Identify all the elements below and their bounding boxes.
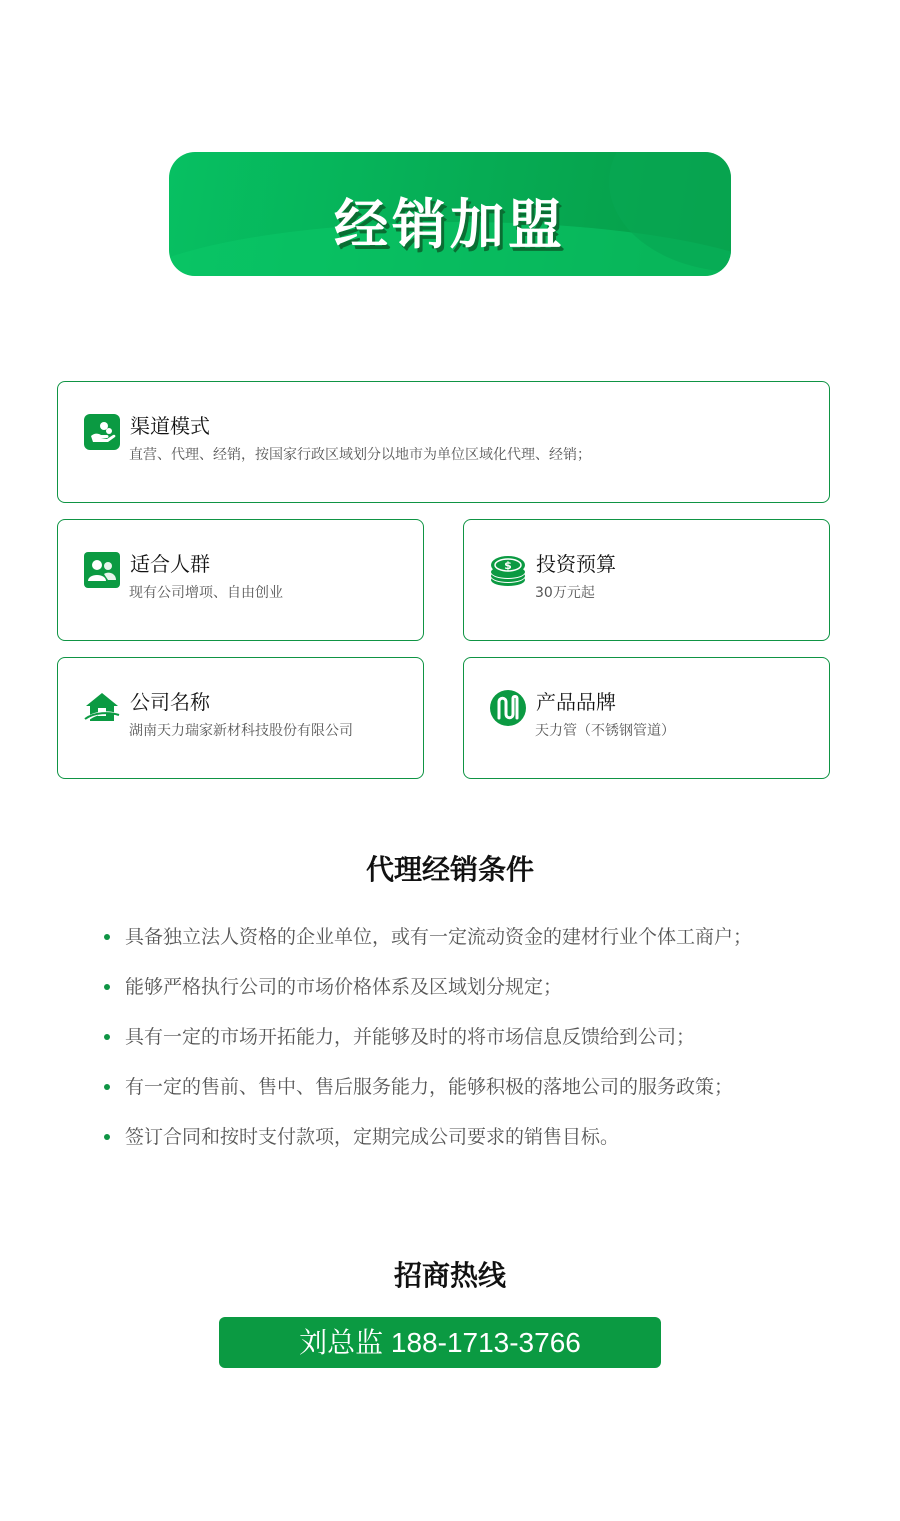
money-stack-icon bbox=[490, 552, 526, 588]
house-icon bbox=[84, 690, 120, 726]
hotline-contact-button[interactable]: 刘总监 188-1713-3766 bbox=[219, 1317, 661, 1368]
svg-text:$: $ bbox=[504, 559, 512, 572]
pipe-logo-icon bbox=[490, 690, 526, 726]
conditions-list bbox=[104, 922, 752, 1172]
hero-banner bbox=[169, 152, 731, 276]
list-item bbox=[104, 922, 752, 972]
bullet-dot-icon bbox=[104, 984, 110, 990]
card-investment-budget bbox=[463, 519, 830, 641]
hotline-heading: 招商热线 bbox=[393, 1259, 506, 1292]
condition-text: 有一定的售前、售中、售后服务能力，能够积极的落地公司的服务政策； bbox=[125, 1076, 734, 1098]
list-item bbox=[104, 972, 752, 1022]
card-title: 渠道模式 bbox=[130, 414, 210, 438]
condition-text: 具有一定的市场开拓能力，并能够及时的将市场信息反馈给到公司； bbox=[125, 1026, 696, 1048]
card-channel-mode bbox=[57, 381, 830, 503]
conditions-heading: 代理经销条件 bbox=[365, 853, 534, 886]
card-title: 投资预算 bbox=[536, 552, 616, 576]
card-title: 产品品牌 bbox=[536, 690, 616, 714]
card-description: 天力管（不锈钢管道） bbox=[535, 723, 675, 739]
bullet-dot-icon bbox=[104, 1034, 110, 1040]
card-description: 30万元起 bbox=[535, 585, 595, 601]
condition-text: 具备独立法人资格的企业单位，或有一定流动资金的建材行业个体工商户； bbox=[125, 926, 753, 948]
card-company-name bbox=[57, 657, 424, 779]
condition-text: 能够严格执行公司的市场价格体系及区域划分规定； bbox=[125, 976, 563, 998]
card-description: 现有公司增项、自由创业 bbox=[129, 585, 283, 601]
hand-coins-icon bbox=[84, 414, 120, 450]
list-item bbox=[104, 1022, 752, 1072]
card-title: 适合人群 bbox=[130, 552, 210, 576]
bullet-dot-icon bbox=[104, 934, 110, 940]
condition-text: 签订合同和按时支付款项，定期完成公司要求的销售目标。 bbox=[125, 1126, 620, 1148]
card-product-brand bbox=[463, 657, 830, 779]
card-description: 直营、代理、经销，按国家行政区域划分以地市为单位区域化代理、经销； bbox=[129, 447, 591, 463]
card-title: 公司名称 bbox=[130, 690, 210, 714]
users-icon bbox=[84, 552, 120, 588]
bullet-dot-icon bbox=[104, 1134, 110, 1140]
list-item bbox=[104, 1072, 752, 1122]
list-item bbox=[104, 1122, 752, 1172]
banner-title: 经销加盟 bbox=[334, 193, 566, 256]
card-description: 湖南天力瑞家新材科技股份有限公司 bbox=[129, 723, 353, 739]
bullet-dot-icon bbox=[104, 1084, 110, 1090]
card-target-audience bbox=[57, 519, 424, 641]
